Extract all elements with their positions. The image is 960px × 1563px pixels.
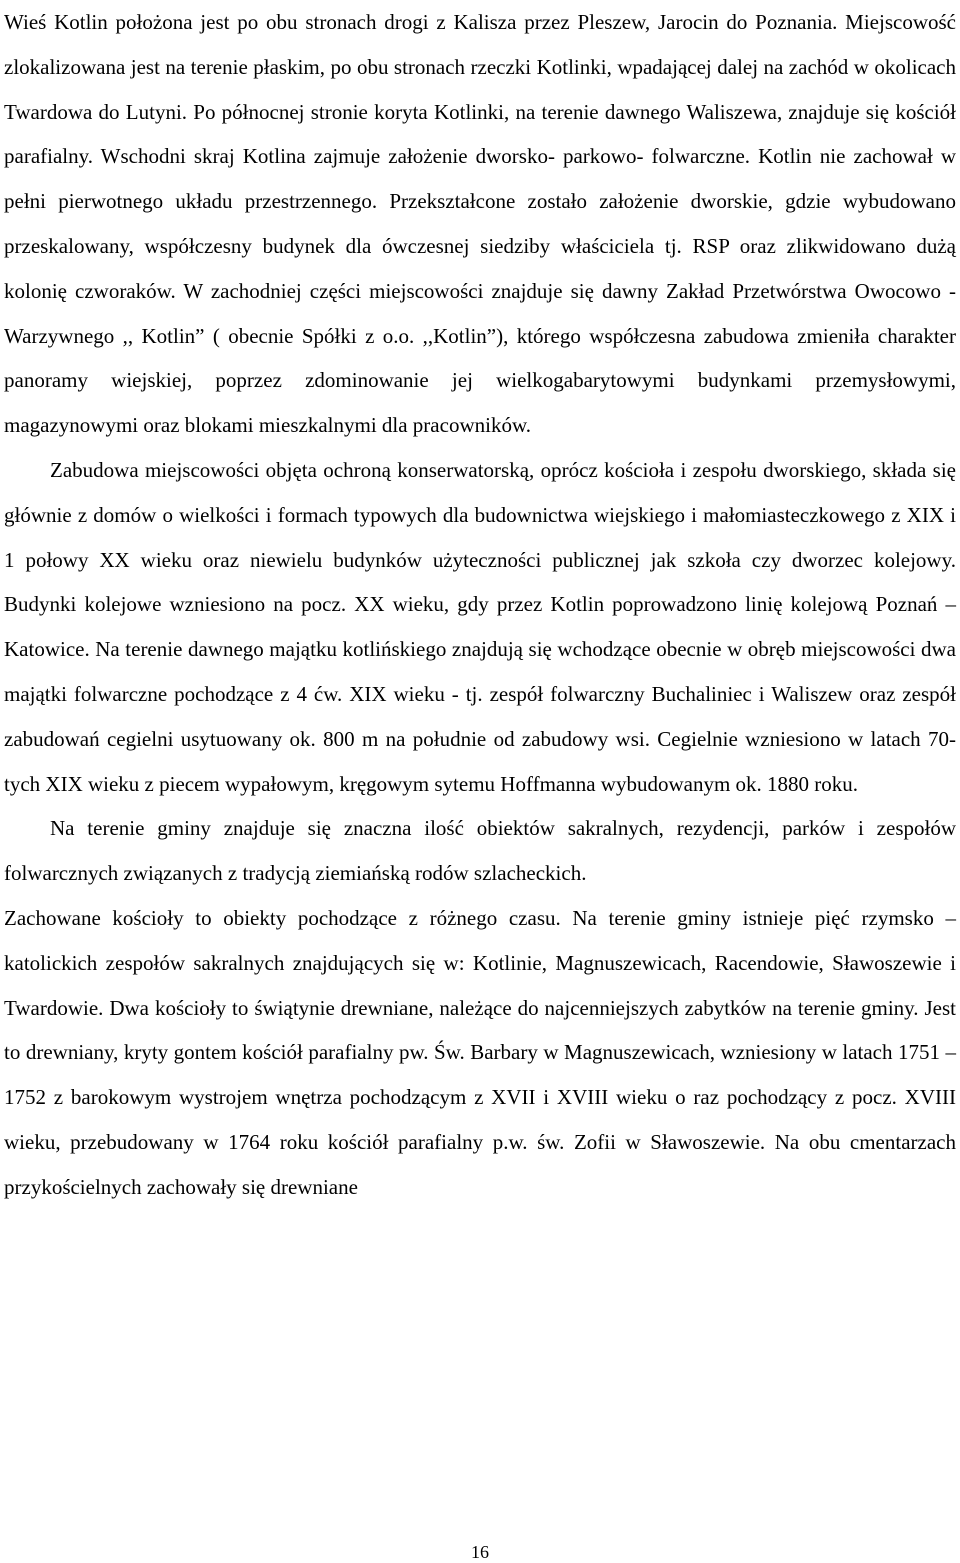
document-page <box>4 0 956 1210</box>
paragraph-gmina-objects: Na terenie gminy znajduje się znaczna ilość obiektów sakralnych, rezydencji, parków i zespołów folwarcznych związanych z tradycją ziemiańską rodów szlacheckich. <box>4 816 956 886</box>
paragraph-churches: Zachowane kościoły to obiekty pochodzące z różnego czasu. Na terenie gminy istnieje pięć rzymsko – katolickich zespołów sakralnych znajdujących się w: Kotlinie, Magnuszewicach, Racendowie, Sławoszewie i Twardowie. Dwa kościoły to świątynie drewniane, należące do najcenniejszych zabytków na terenie gminy. Jest to drewniany, kryty gontem kościół parafialny pw. Św. Barbary w Magnuszewicach, wzniesiony w latach 1751 – 1752 z barokowym wystrojem wnętrza pochodzącym z XVII i XVIII wieku o raz pochodzący z pocz. XVIII wieku, przebudowany w 1764 roku kościół parafialny p.w. św. Zofii w Sławoszewie. Na obu cmentarzach przykościelnych zachowały się drewniane <box>4 905 956 1199</box>
paragraph-kotlin-location: Wieś Kotlin położona jest po obu stronach drogi z Kalisza przez Pleszew, Jarocin do Poznania. Miejscowość zlokalizowana jest na terenie płaskim, po obu stronach rzeczki Kotlinki, wpadającej dalej na zachód w okolicach Twardowa do Lutyni. Po północnej stronie koryta Kotlinki, na terenie dawnego Waliszewa, znajduje się kościół parafialny. Wschodni skraj Kotlina zajmuje założenie dworsko- parkowo- folwarczne. Kotlin nie zachował w pełni pierwotnego układu przestrzennego. Przekształcone zostało założenie dworskie, gdzie wybudowano przeskalowany, współczesny budynek dla ówczesnej siedziby właściciela tj. RSP oraz zlikwidowano dużą kolonię czworaków. W zachodniej części miejscowości znajduje się dawny Zakład Przetwórstwa Owocowo - Warzywnego ,, Kotlin” ( obecnie Spółki z o.o. ,,Kotlin”), którego współczesna zabudowa zmieniła charakter panoramy wiejskiej, poprzez zdominowanie jej wielkogabarytowymi budynkami przemysłowymi, magazynowymi oraz blokami mieszkalnymi dla pracowników. <box>4 10 956 438</box>
page-number: 16 <box>471 1542 489 1562</box>
paragraph-conservation-buildings: Zabudowa miejscowości objęta ochroną konserwatorską, oprócz kościoła i zespołu dworskiego, składa się głównie z domów o wielkości i formach typowych dla budownictwa wiejskiego i małomiasteczkowego z XIX i 1 połowy XX wieku oraz niewielu budynków użyteczności publicznej jak szkoła czy dworzec kolejowy. Budynki kolejowe wzniesiono na pocz. XX wieku, gdy przez Kotlin poprowadzono linię kolejową Poznań – Katowice. Na terenie dawnego majątku kotlińskiego znajdują się wchodzące obecnie w obręb miejscowości dwa majątki folwarczne pochodzące z 4 ćw. XIX wieku - tj. zespół folwarczny Buchaliniec i Waliszew oraz zespół zabudowań cegielni usytuowany ok. 800 m na południe od zabudowy wsi. Cegielnie wzniesiono w latach 70- tych XIX wieku z piecem wypałowym, kręgowym sytemu Hoffmanna wybudowanym ok. 1880 roku. <box>4 457 956 796</box>
